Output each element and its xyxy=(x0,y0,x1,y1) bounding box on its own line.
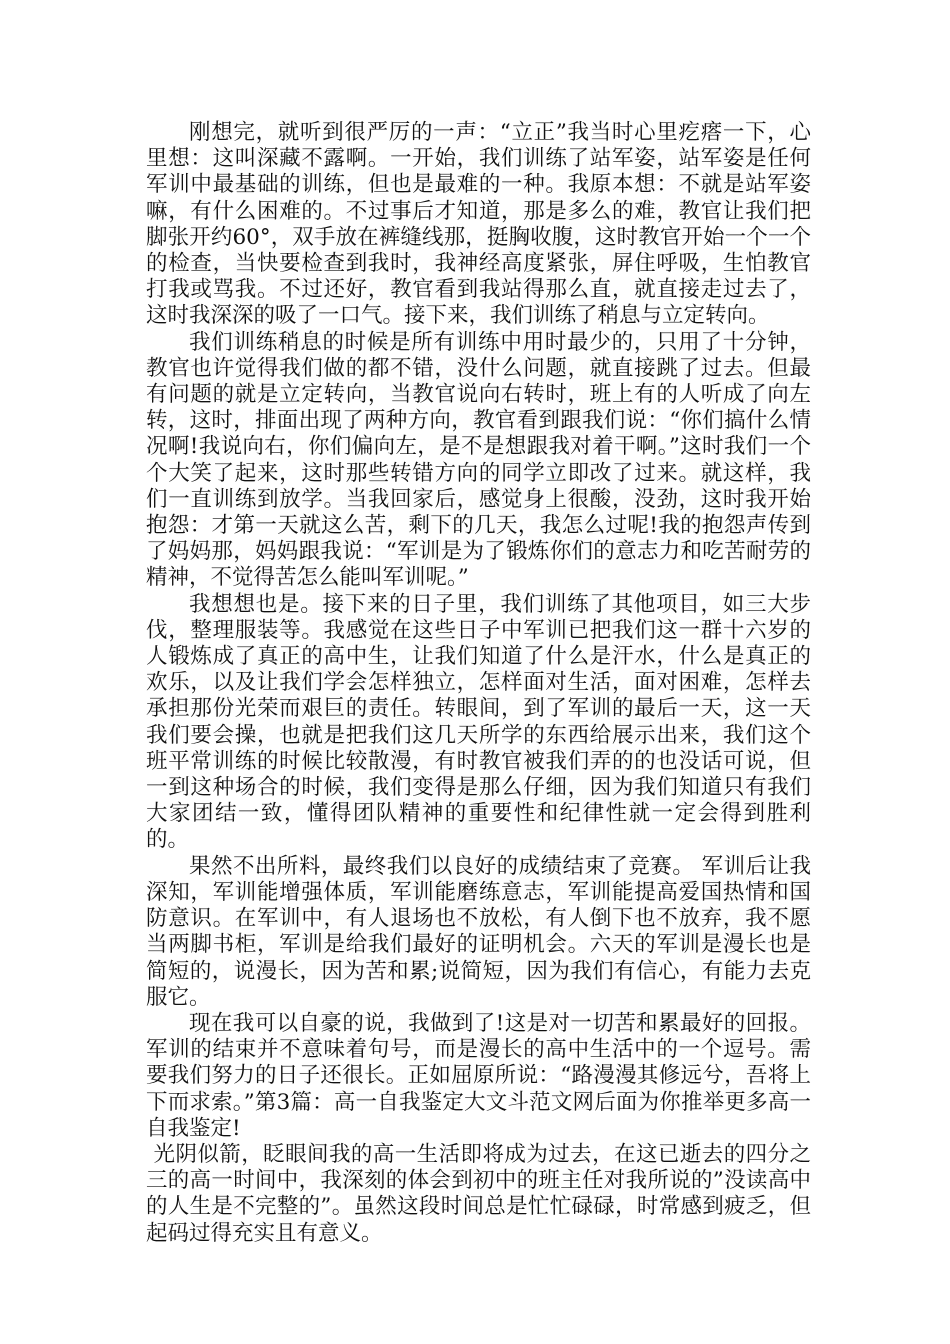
paragraph-final-day: 我想想也是。接下来的日子里，我们训练了其他项目，如三大步伐，整理服装等。我感觉在这些日子中军训已把我们这一群十六岁的人锻炼成了真正的高中生，让我们知道了什么是汗水，什么是真正的欢乐，以及让我们学会怎样独立，怎样面对生活，面对困难，怎样去承担那份光荣而艰巨的责任。转眼间，到了军训的最后一天，这一天我们要会操，也就是把我们这几天所学的东西给展示出来，我们这个班平常训练的时候比较散漫，有时教官被我们弄的的也没话可说，但一到这种场合的时候，我们变得是那么仔细，因为我们知道只有我们大家团结一致，懂得团队精神的重要性和纪律性就一定会得到胜利的。 xyxy=(146,591,811,853)
paragraph-competition-result: 果然不出所料，最终我们以良好的成绩结束了竞赛。 军训后让我深知，军训能增强体质，军训能磨练意志，军训能提高爱国热情和国防意识。在军训中，有人退场也不放松，有人倒下也不放弃，我不愿当两脚书柜，军训是给我们最好的证明机会。六天的军训是漫长也是简短的，说漫长，因为苦和累;说简短，因为我们有信心，有能力去克服它。 xyxy=(146,853,811,1010)
paragraph-military-stance: 刚想完，就听到很严厉的一声：“立正”我当时心里疙瘩一下，心里想：这叫深藏不露啊。一开始，我们训练了站军姿，站军姿是任何军训中最基础的训练，但也是最难的一种。我原本想：不就是站军姿嘛，有什么困难的。不过事后才知道，那是多么的难，教官让我们把脚张开约60°，双手放在裤缝线那，挺胸收腹，这时教官开始一个一个的检查，当快要检查到我时，我神经高度紧张，屏住呼吸，生怕教官打我或骂我。不过还好，教官看到我站得那么直，就直接走过去了，这时我深深的吸了一口气。接下来，我们训练了稍息与立定转向。 xyxy=(146,120,811,329)
paragraph-self-assessment: 光阴似箭，眨眼间我的高一生活即将成为过去，在这已逝去的四分之三的高一时间中，我深刻的体会到初中的班主任对我所说的”没读高中的人生是不完整的”。虽然这段时间总是忙忙碌碌，时常感到疲乏，但起码过得充实且有意义。 xyxy=(146,1141,811,1246)
document-body xyxy=(146,120,811,1247)
paragraph-turning-drill: 我们训练稍息的时候是所有训练中用时最少的，只用了十分钟，教官也许觉得我们做的都不错，没什么问题，就直接跳了过去。但最有问题的就是立定转向，当教官说向右转时，班上有的人听成了向左转，这时，排面出现了两种方向，教官看到跟我们说：“你们搞什么情况啊!我说向右，你们偏向左，是不是想跟我对着干啊。”这时我们一个个大笑了起来，这时那些转错方向的同学立即改了过来。就这样，我们一直训练到放学。当我回家后，感觉身上很酸，没劲，这时我开始抱怨：才第一天就这么苦，剩下的几天，我怎么过呢!我的抱怨声传到了妈妈那，妈妈跟我说：“军训是为了锻炼你们的意志力和吃苦耐劳的精神，不觉得苦怎么能叫军训呢。” xyxy=(146,329,811,591)
paragraph-conclusion: 现在我可以自豪的说，我做到了!这是对一切苦和累最好的回报。军训的结束并不意味着句号，而是漫长的高中生活中的一个逗号。需要我们努力的日子还很长。正如屈原所说：“路漫漫其修远兮，吾将上下而求索。”第3篇：高一自我鉴定大文斗范文网后面为你推举更多高一自我鉴定! xyxy=(146,1010,811,1141)
